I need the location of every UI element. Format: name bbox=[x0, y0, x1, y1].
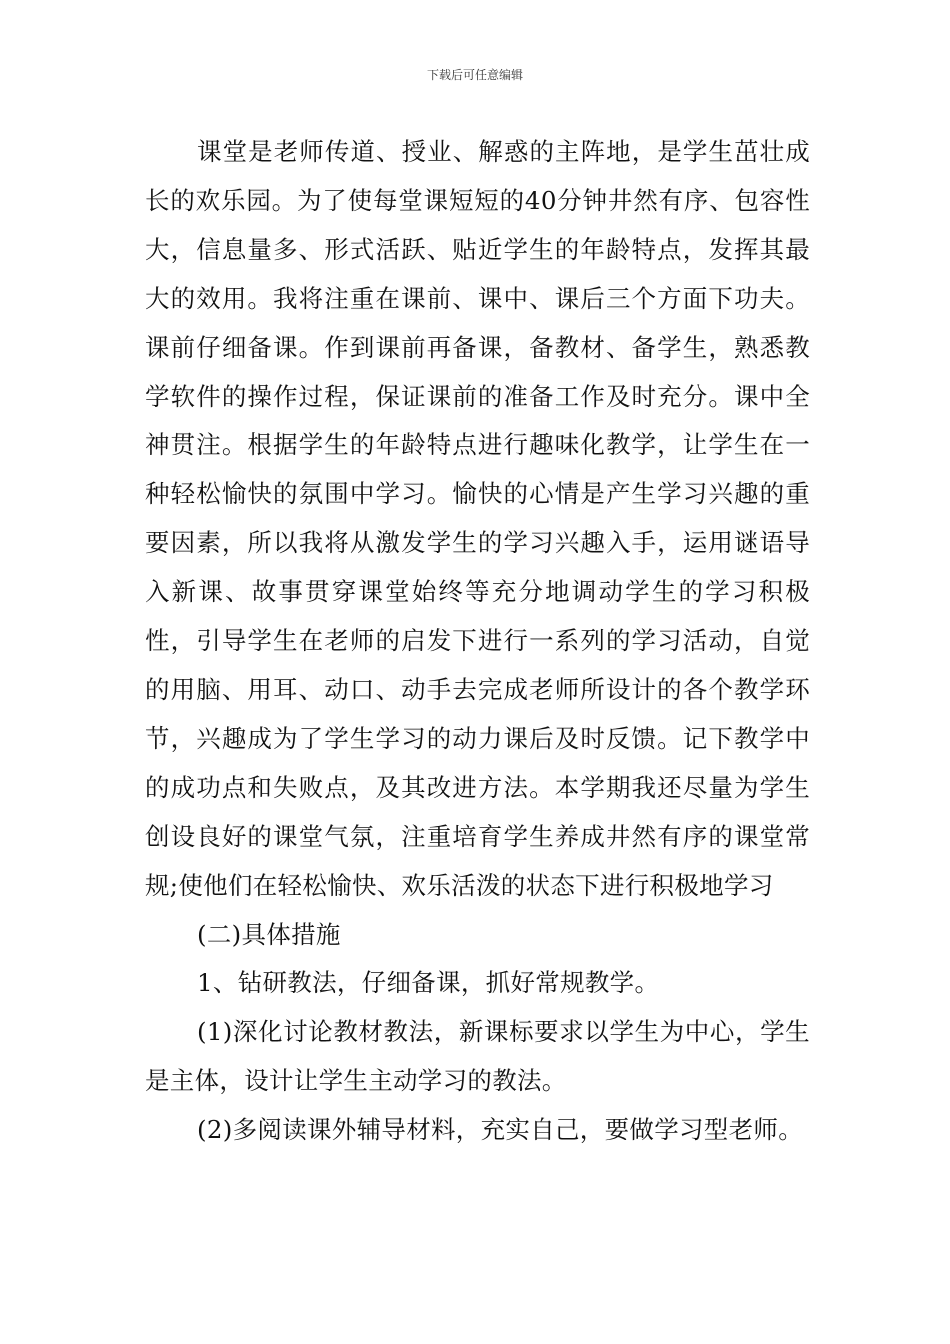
page-header-note: 下载后可任意编辑 bbox=[426, 68, 523, 82]
list-item-1-2: (2)多阅读课外辅导材料，充实自己，要做学习型老师。 bbox=[197, 1115, 804, 1145]
document-body bbox=[145, 128, 810, 1155]
list-item-1: 1、钻研教法，仔细备课，抓好常规教学。 bbox=[197, 968, 660, 998]
list-item-1-1: (1)深化讨论教材教法，新课标要求以学生为中心，学生是主体，设计让学生主动学习的教法。 bbox=[145, 1017, 810, 1096]
paragraph-classroom: 课堂是老师传道、授业、解惑的主阵地，是学生茁壮成长的欢乐园。为了使每堂课短短的40分钟井然有序、包容性大，信息量多、形式活跃、贴近学生的年龄特点，发挥其最大的效用。我将注重在课前、课中、课后三个方面下功夫。课前仔细备课。作到课前再备课，备教材、备学生，熟悉教学软件的操作过程，保证课前的准备工作及时充分。课中全神贯注。根据学生的年龄特点进行趣味化教学，让学生在一种轻松愉快的氛围中学习。愉快的心情是产生学习兴趣的重要因素，所以我将从激发学生的学习兴趣入手，运用谜语导入新课、故事贯穿课堂始终等充分地调动学生的学习积极性，引导学生在老师的启发下进行一系列的学习活动，自觉的用脑、用耳、动口、动手去完成老师所设计的各个教学环节，兴趣成为了学生学习的动力课后及时反馈。记下教学中的成功点和失败点，及其改进方法。本学期我还尽量为学生创设良好的课堂气氛，注重培育学生养成井然有序的课堂常规;使他们在轻松愉快、欢乐活泼的状态下进行积极地学习 bbox=[145, 137, 810, 900]
section-heading-measures: (二)具体措施 bbox=[197, 919, 341, 949]
